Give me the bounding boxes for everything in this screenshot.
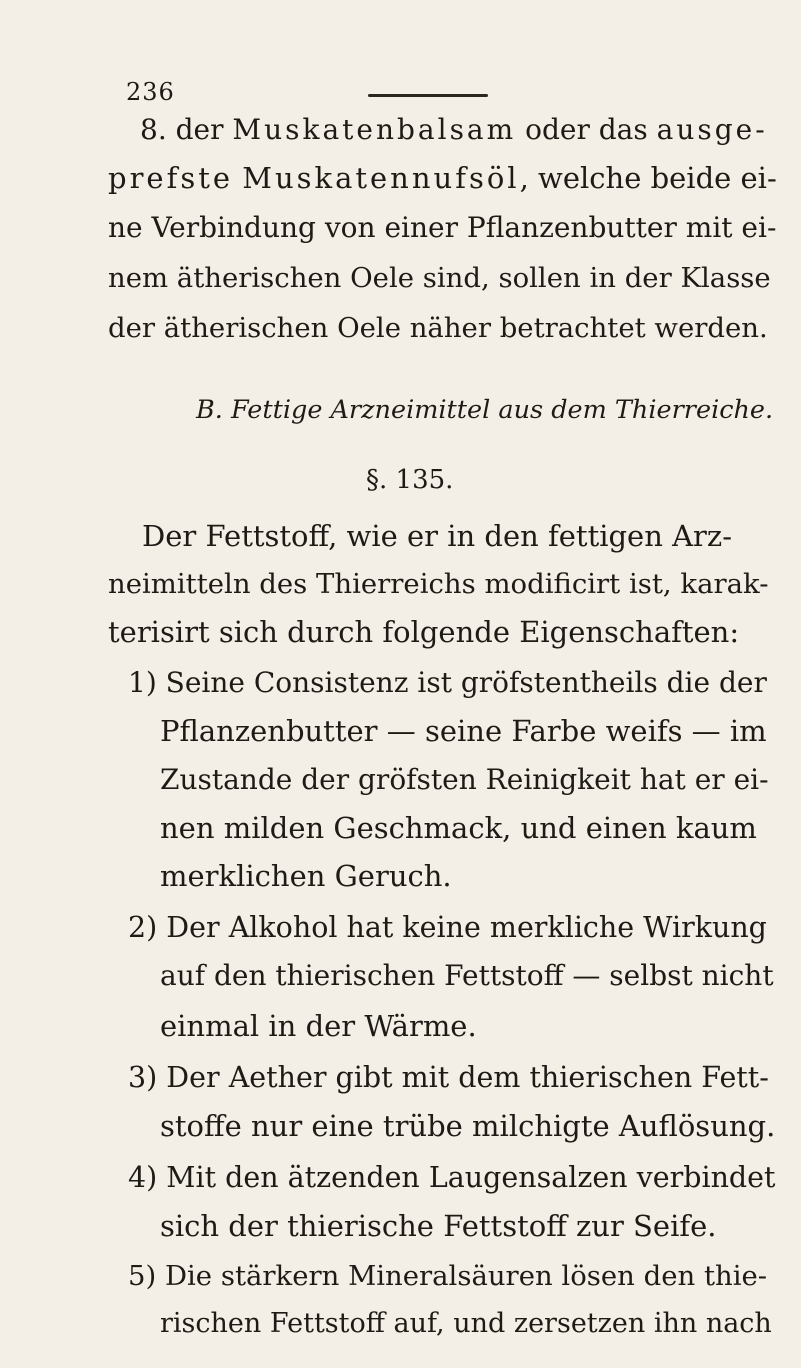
para-line-3: terisirt sich durch folgende Eigenschaften: bbox=[108, 615, 740, 649]
item-2-line-1: 2) Der Alkohol hat keine merkliche Wirkung bbox=[128, 911, 767, 944]
item-2-line-2: auf den thierischen Fettstoff — selbst nicht bbox=[160, 959, 774, 992]
item-1-line-2: Pflanzenbutter — seine Farbe weifs — im bbox=[160, 714, 767, 748]
section-number: §. 135. bbox=[366, 465, 454, 495]
section-heading: B. Fettige Arzneimittel aus dem Thierreiche. bbox=[196, 395, 774, 425]
para-line-2: neimitteln des Thierreichs modificirt ist, karak- bbox=[108, 568, 769, 600]
para-line-1: Der Fettstoff, wie er in den fettigen Arz- bbox=[142, 519, 732, 553]
intro-line-3: ne Verbindung von einer Pflanzenbutter mit ei- bbox=[108, 211, 777, 244]
intro-line-2-d: , welche beide ei- bbox=[519, 161, 777, 195]
item-3-line-2: stoffe nur eine trübe milchigte Auflösung. bbox=[160, 1109, 776, 1143]
item-4-line-1: 4) Mit den ätzenden Laugensalzen verbindet bbox=[128, 1161, 776, 1194]
item-1-line-3: Zustande der gröfsten Reinigkeit hat er ei- bbox=[160, 763, 769, 796]
item-4-line-2: sich der thierische Fettstoff zur Seife. bbox=[160, 1209, 717, 1243]
intro-line-4: nem ätherischen Oele sind, sollen in der Klasse bbox=[108, 262, 771, 294]
item-5-line-1: 5) Die stärkern Mineralsäuren lösen den thie- bbox=[128, 1260, 768, 1292]
intro-line-2 bbox=[108, 160, 777, 196]
header-rule bbox=[368, 94, 488, 97]
item-3-line-1: 3) Der Aether gibt mit dem thierischen Fett- bbox=[128, 1061, 769, 1094]
item-1-line-4: nen milden Geschmack, und einen kaum bbox=[160, 811, 757, 845]
intro-line-1-d: ausge- bbox=[656, 113, 768, 146]
page-number: 236 bbox=[126, 78, 175, 106]
intro-line-5: der ätherischen Oele näher betrachtet werden. bbox=[108, 312, 768, 344]
term-prefste: prefste bbox=[108, 161, 234, 195]
intro-line-2-b bbox=[233, 161, 242, 195]
item-2-line-3: einmal in der Wärme. bbox=[160, 1009, 477, 1043]
item-5-line-2: rischen Fettstoff auf, und zersetzen ihn nach bbox=[160, 1308, 772, 1339]
intro-line-1 bbox=[140, 112, 768, 148]
intro-line-1-c: oder das bbox=[516, 113, 657, 146]
term-muskatenbalsam: Muskatenbalsam bbox=[232, 113, 517, 146]
item-1-line-5: merklichen Geruch. bbox=[160, 859, 452, 893]
intro-line-1-a: 8. der bbox=[140, 113, 233, 146]
item-1-line-1: 1) Seine Consistenz ist gröfstentheils die der bbox=[128, 666, 767, 699]
term-muskatennufsoel: Muskatennufsöl bbox=[242, 161, 520, 195]
